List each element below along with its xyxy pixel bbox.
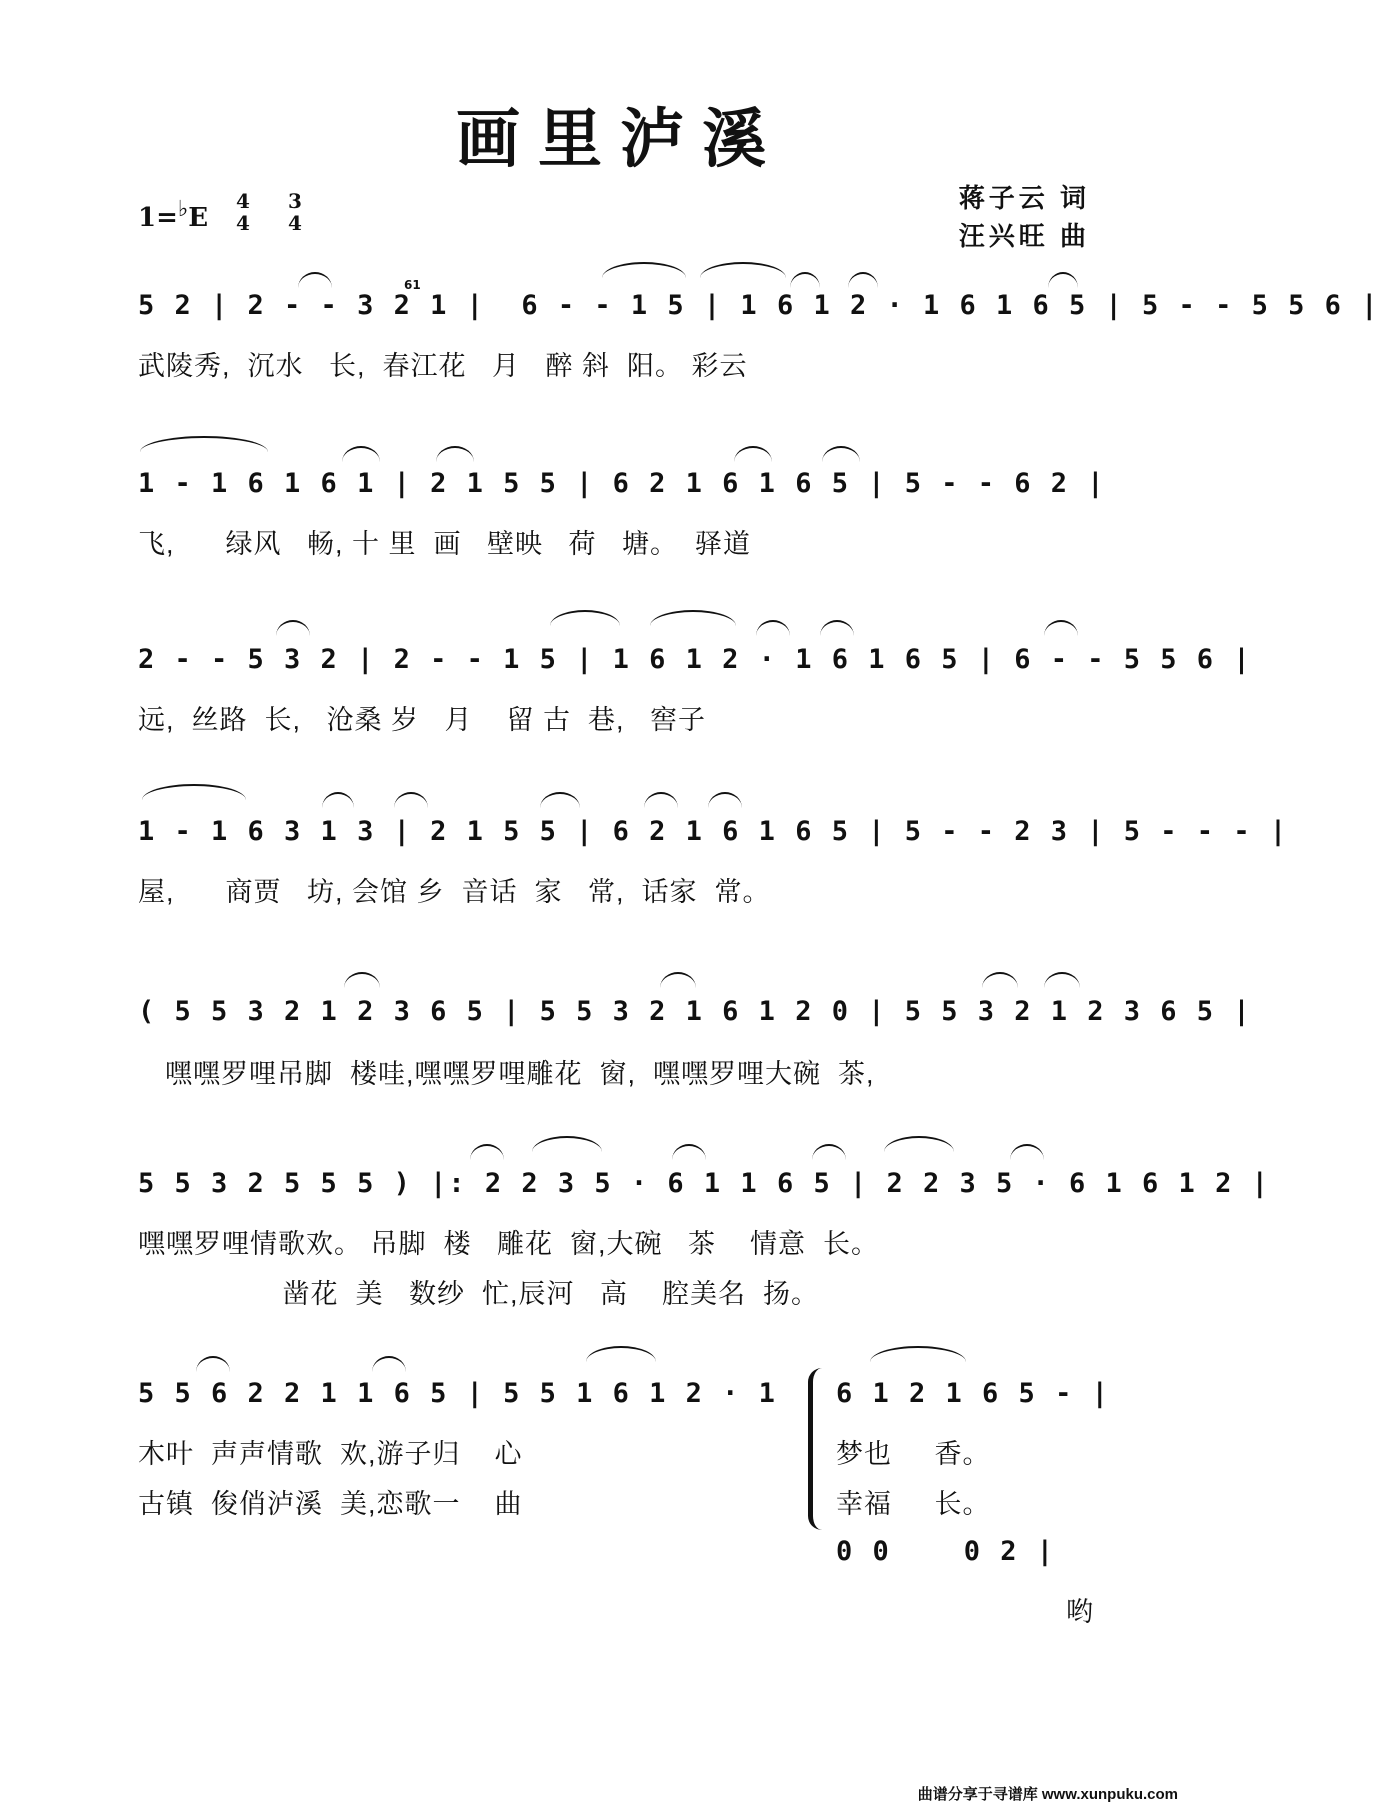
footer-credit: 曲谱分享于寻谱库 www.xunpuku.com [917,1786,1178,1803]
lyric-line-4: 屋, 商贾 坊, 会馆 乡 音话 家 常, 话家 常。 [138,877,771,907]
slur-mark [436,446,474,462]
composer-credit: 汪兴旺 曲 [958,221,1090,251]
slur-mark [550,610,620,626]
ending-voice2-lyric: 哟 [1066,1597,1094,1627]
slur-mark [708,792,742,808]
slur-mark [982,972,1018,988]
slur-mark [470,1144,504,1160]
lyric-line-6b: 凿花 美 数纱 忙,辰河 高 腔美名 扬。 [138,1279,820,1309]
slur-mark [196,1356,230,1372]
notation-line-3: 2 - - 5 3 2 | 2 - - 1 5 | 1 6 1 2 · 1 6 1 6 5 | 6 - - 5 5 6 | [138,644,1252,675]
key-note: E [188,203,209,233]
lyric-line-7b: 古镇 俊俏泸溪 美,恋歌一 曲 [138,1489,523,1519]
notation-line-5: ( 5 5 3 2 1 2 3 6 5 | 5 5 3 2 1 6 1 2 0 | 5 5 3 2 1 2 3 6 5 | [138,996,1252,1027]
slur-mark [276,620,310,636]
lyric-line-1: 武陵秀, 沉水 长, 春江花 月 醉 斜 阳。 彩云 [138,351,748,381]
slur-mark [790,272,820,288]
slur-mark [848,272,878,288]
slur-mark [1048,272,1078,288]
slur-mark [1044,972,1080,988]
ending-lyric-b: 幸福 长。 [836,1489,991,1519]
notation-line-4: 1 - 1 6 3 1 3 | 2 1 5 5 | 6 2 1 6 1 6 5 | 5 - - 2 3 | 5 - - - | [138,816,1289,847]
song-title: 画里泸溪 [456,102,784,177]
time-signature-3-4: 3 4 [288,189,302,235]
slur-mark [1010,1144,1044,1160]
notation-line-7: 5 5 6 2 2 1 1 6 5 | 5 5 1 6 1 2 · 1 [138,1378,777,1409]
key-signature [138,196,208,233]
slur-mark [700,262,786,278]
slur-mark [344,972,380,988]
slur-mark [660,972,696,988]
slur-mark [142,784,246,800]
slur-mark [870,1346,966,1362]
slur-mark [140,436,268,452]
slur-mark [322,792,354,808]
lyric-line-5: 嘿嘿罗哩吊脚 楼哇,嘿嘿罗哩雕花 窗, 嘿嘿罗哩大碗 茶, [148,1059,875,1089]
slur-mark [820,620,854,636]
slur-mark [298,272,332,288]
slur-mark [822,446,860,462]
slur-mark [650,610,736,626]
lyric-line-2: 飞, 绿风 畅, 十 里 画 壁映 荷 塘。 驿道 [138,529,752,559]
time-signature-4-4: 4 4 [236,189,250,235]
notation-line-1: 5 2 | 2 - - 3 2 1 | 6 - - 1 5 | 1 6 1 2 · 1 6 1 6 5 | 5 - - 5 5 6 | [138,290,1379,321]
ending-notation: 6 1 2 1 6 5 - | [836,1378,1110,1409]
lyric-line-6a: 嘿嘿罗哩情歌欢。 吊脚 楼 雕花 窗,大碗 茶 情意 长。 [138,1229,880,1259]
lyric-line-7a: 木叶 声声情歌 欢,游子归 心 [138,1439,523,1469]
slur-mark [884,1136,954,1152]
ending-voice2-notation: 0 0 0 2 | [836,1536,1056,1567]
slur-mark [672,1144,706,1160]
grace-note: 61 [404,278,421,292]
slur-mark [644,792,678,808]
slur-mark [342,446,380,462]
slur-mark [532,1136,602,1152]
key-prefix: 1= [138,203,178,233]
slur-mark [756,620,790,636]
ending-lyric-a: 梦也 香。 [836,1439,991,1469]
lyricist-credit: 蒋子云 词 [958,183,1090,213]
slur-mark [812,1144,846,1160]
slur-mark [540,792,580,808]
slur-mark [1044,620,1078,636]
notation-line-2: 1 - 1 6 1 6 1 | 2 1 5 5 | 6 2 1 6 1 6 5 | 5 - - 6 2 | [138,468,1106,499]
slur-mark [602,262,686,278]
slur-mark [394,792,428,808]
slur-mark [586,1346,656,1362]
slur-mark [734,446,772,462]
bracket-icon [808,1368,827,1530]
slur-mark [372,1356,406,1372]
notation-line-6: 5 5 3 2 5 5 5 ) |: 2 2 3 5 · 6 1 1 6 5 | 2 2 3 5 · 6 1 6 1 2 | [138,1168,1270,1199]
flat-icon: ♭ [177,196,189,222]
lyric-line-3: 远, 丝路 长, 沧桑 岁 月 留 古 巷, 窖子 [138,705,707,735]
